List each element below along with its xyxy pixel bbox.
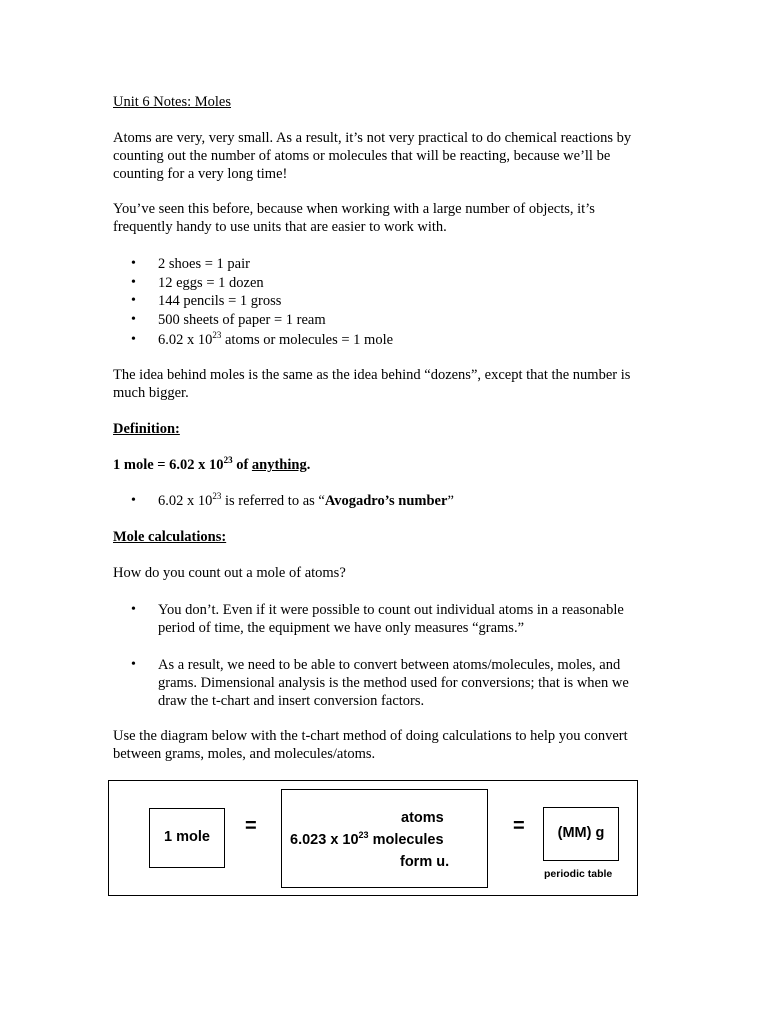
bullet-b-line-2: grams. Dimensional analysis is the method used for conversions; that is when we: [158, 675, 629, 691]
idea-para-line-2: much bigger.: [113, 385, 189, 401]
units-para-line-1: You’ve seen this before, because when working with a large number of objects, it’s: [113, 201, 595, 217]
equals-sign-left: =: [245, 815, 257, 837]
unit-example-mole: 6.02 x $10^{23}$ atoms or molecules = 1 mole: [158, 330, 394, 348]
mass-box: [543, 807, 619, 861]
bullet-icon: •: [131, 275, 136, 290]
mole-box: [149, 808, 225, 868]
avogadro-bullet: 6.02 x $10^{23}$ is referred to as “Avogadro’s number”: [158, 491, 454, 509]
bullet-a-line-1: You don’t. Even if it were possible to count out individual atoms in a reasonable: [158, 602, 624, 618]
form-units-label: form u.: [400, 854, 450, 870]
equals-sign-right: =: [513, 815, 525, 837]
bullet-a-line-2: period of time, the equipment we have only measures “grams.”: [158, 620, 525, 636]
bullet-icon: •: [131, 332, 136, 347]
bullet-icon: •: [131, 657, 136, 672]
bullet-icon: •: [131, 493, 136, 508]
bullet-b-line-3: draw the t-chart and insert conversion factors.: [158, 693, 425, 709]
intro-line-2: counting out the number of atoms or molecules that will be reacting, because we’ll be: [113, 148, 611, 164]
bullet-icon: •: [131, 602, 136, 617]
page-title: Unit 6 Notes: Moles: [113, 94, 232, 110]
bullet-icon: •: [131, 293, 136, 308]
bullet-b-line-1: As a result, we need to be able to convert between atoms/molecules, moles, and: [158, 657, 621, 673]
intro-line-3: counting for a very long time!: [113, 166, 288, 182]
diagram-para-line-1: Use the diagram below with the t-chart method of doing calculations to help you convert: [113, 728, 628, 744]
idea-para-line-1: The idea behind moles is the same as the idea behind “dozens”, except that the number is: [113, 367, 631, 383]
mole-box-label: 1 mole: [164, 829, 210, 845]
conversion-diagram: [108, 780, 638, 896]
diagram-para-line-2: between grams, moles, and molecules/atoms.: [113, 746, 376, 762]
atoms-label: atoms: [401, 810, 444, 826]
mass-box-label: (MM) g: [557, 825, 605, 841]
unit-example-3: 144 pencils = 1 gross: [158, 293, 282, 309]
avogadro-number: 6.023 x $10^{23}$ molecules: [290, 830, 444, 848]
calc-heading: Mole calculations:: [113, 529, 227, 545]
unit-example-2: 12 eggs = 1 dozen: [158, 275, 264, 291]
intro-line-1: Atoms are very, very small. As a result, it’s not very practical to do chemical reactions by: [113, 130, 632, 146]
definition-heading: Definition:: [113, 421, 180, 437]
unit-example-1: 2 shoes = 1 pair: [158, 256, 250, 272]
definition-statement: 1 mole = 6.02 x $10^{23}$ of anything.: [113, 455, 311, 473]
particles-box: [281, 789, 488, 888]
units-para-line-2: frequently handy to use units that are easier to work with.: [113, 219, 447, 235]
periodic-table-label: periodic table: [544, 868, 613, 880]
bullet-icon: •: [131, 312, 136, 327]
bullet-icon: •: [131, 256, 136, 271]
question-text: How do you count out a mole of atoms?: [113, 565, 346, 581]
unit-example-4: 500 sheets of paper = 1 ream: [158, 312, 326, 328]
